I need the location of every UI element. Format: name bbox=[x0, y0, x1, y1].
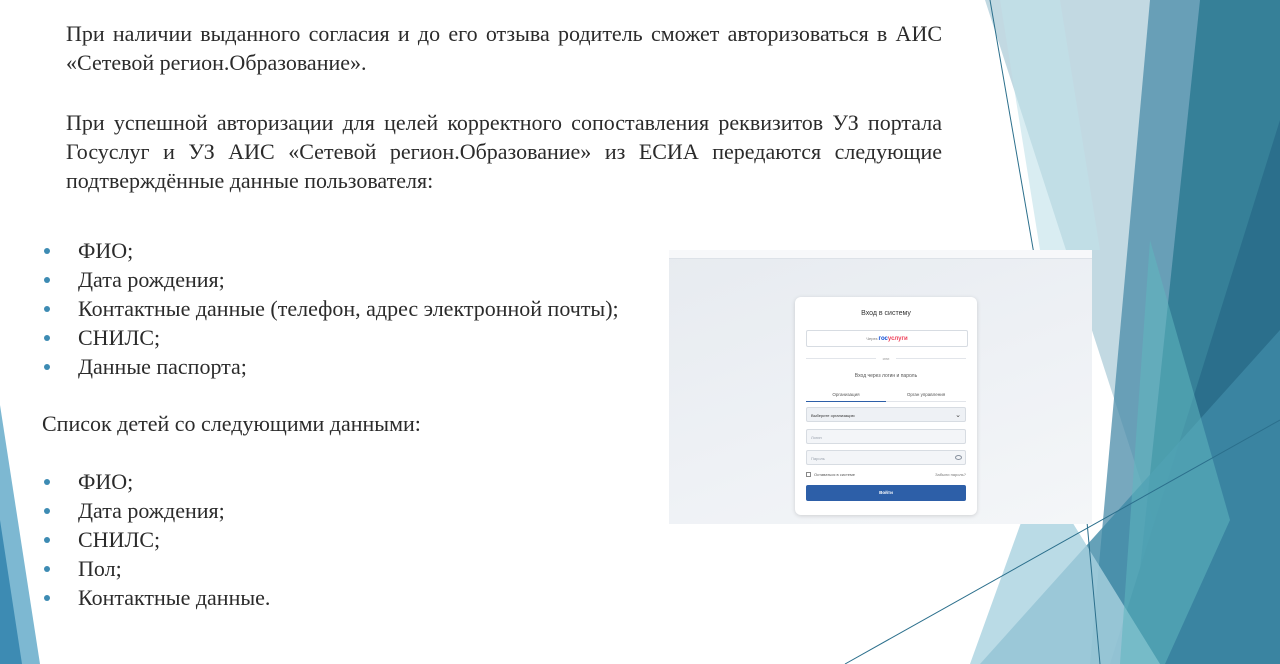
or-label: или bbox=[876, 355, 896, 362]
list-item: Данные паспорта; bbox=[42, 352, 619, 381]
tab-management[interactable]: Орган управления bbox=[886, 392, 966, 402]
login-card bbox=[795, 297, 977, 515]
organization-select[interactable]: Выберите организацию ⌄ bbox=[806, 407, 966, 422]
checkbox-icon bbox=[806, 472, 811, 477]
via-label: Через bbox=[866, 336, 878, 341]
list-item: Дата рождения; bbox=[42, 265, 619, 294]
bullet-icon bbox=[44, 566, 50, 572]
gosuslugi-logo: госуслуги bbox=[878, 336, 908, 342]
chevron-down-icon: ⌄ bbox=[955, 412, 961, 419]
bullet-icon bbox=[44, 248, 50, 254]
bullet-icon bbox=[44, 508, 50, 514]
password-input[interactable]: Пароль bbox=[806, 450, 966, 465]
children-heading: Список детей со следующими данными: bbox=[42, 411, 421, 436]
bullet-icon bbox=[44, 595, 50, 601]
bullet-icon bbox=[44, 479, 50, 485]
paragraph-authorization: При успешной авторизации для целей корректного сопоставления реквизитов УЗ портала Госуслуг и УЗ АИС «Сетевой регион.Образование» из ЕСИА передаются следующие подтверждённые данные пользователя: bbox=[66, 110, 942, 193]
list-item: Контактные данные. bbox=[42, 583, 270, 612]
login-screenshot bbox=[669, 250, 1092, 524]
list-item: СНИЛС; bbox=[42, 323, 619, 352]
forgot-password-link[interactable]: Забыли пароль? bbox=[935, 472, 966, 477]
login-submit-button[interactable]: Войти bbox=[806, 485, 966, 501]
login-subtitle: Вход через логин и пароль bbox=[854, 373, 918, 379]
list-item: ФИО; bbox=[42, 236, 619, 265]
tab-organization[interactable]: Организация bbox=[806, 392, 886, 402]
remember-checkbox[interactable]: Оставаться в системе bbox=[806, 472, 855, 478]
eye-icon[interactable] bbox=[955, 455, 962, 460]
bullet-icon bbox=[44, 537, 50, 543]
login-input[interactable]: Логин bbox=[806, 429, 966, 444]
list-item: ФИО; bbox=[42, 467, 270, 496]
list-item: Контактные данные (телефон, адрес электронной почты); bbox=[42, 294, 619, 323]
bullet-icon bbox=[44, 335, 50, 341]
list-item: СНИЛС; bbox=[42, 525, 270, 554]
bullet-icon bbox=[44, 364, 50, 370]
paragraph-consent: При наличии выданного согласия и до его отзыва родитель сможет авторизоваться в АИС «Сетевой регион.Образование». bbox=[66, 21, 942, 75]
gosuslugi-login-button[interactable] bbox=[806, 330, 968, 347]
list-item: Дата рождения; bbox=[42, 496, 270, 525]
list-item: Пол; bbox=[42, 554, 270, 583]
bullet-icon bbox=[44, 306, 50, 312]
login-title: Вход в систему bbox=[861, 310, 911, 317]
user-data-list bbox=[42, 236, 619, 381]
browser-topbar bbox=[669, 250, 1092, 259]
bullet-icon bbox=[44, 277, 50, 283]
children-data-list bbox=[42, 467, 270, 612]
